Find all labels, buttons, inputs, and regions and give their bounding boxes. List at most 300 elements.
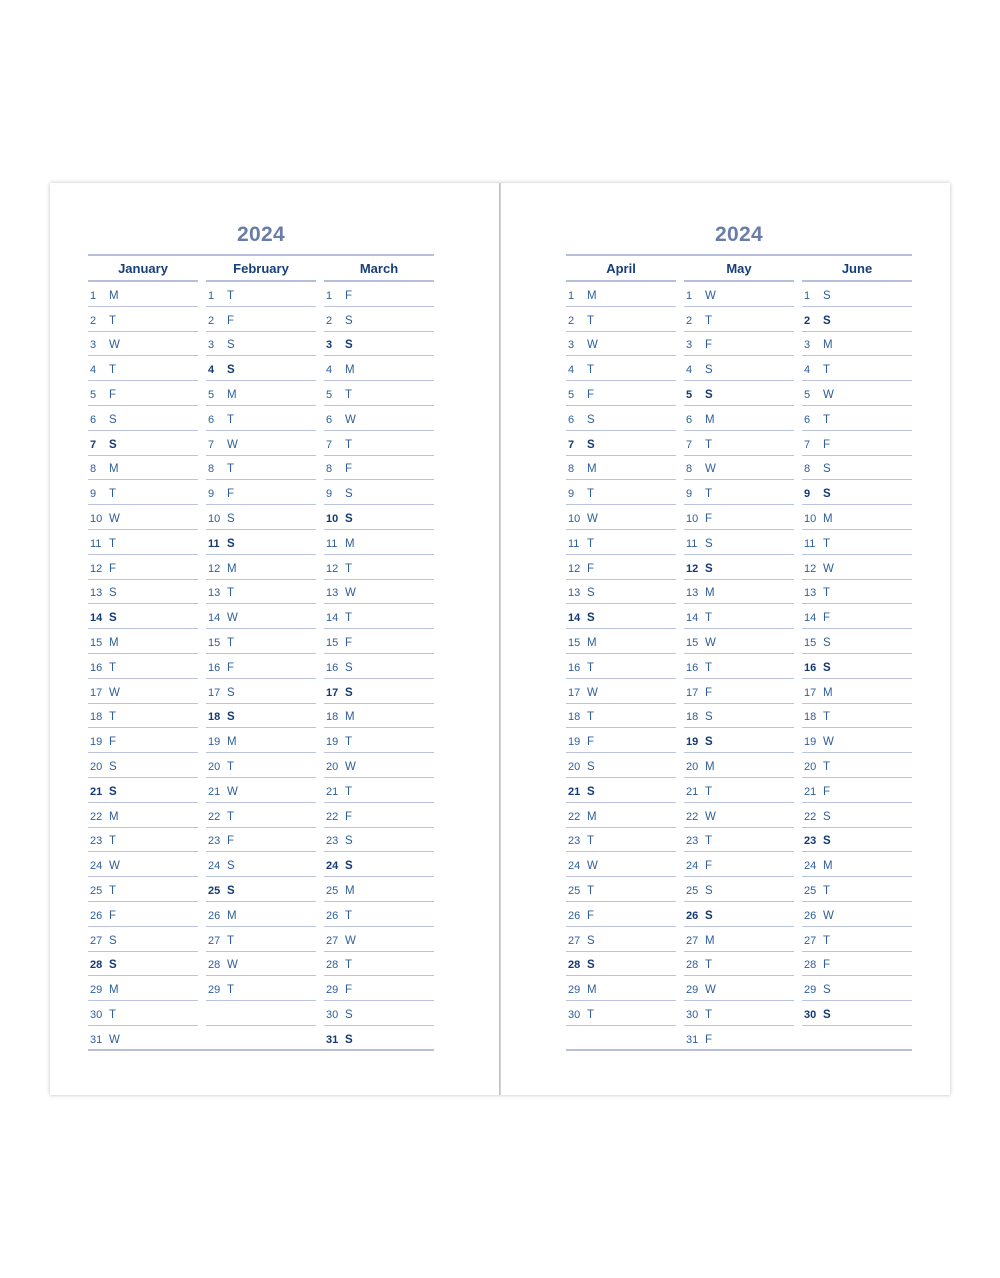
left-page	[88, 183, 434, 1095]
weekday-letter: M	[705, 760, 715, 773]
day-row	[566, 431, 676, 456]
weekday-letter: F	[705, 860, 713, 873]
day-number: 19	[326, 736, 339, 749]
day-row	[802, 282, 912, 307]
weekday-letter: M	[109, 463, 119, 476]
weekday-letter: T	[823, 364, 831, 377]
day-row	[566, 307, 676, 332]
weekday-letter: F	[705, 1033, 713, 1046]
weekday-letter: M	[587, 463, 597, 476]
diary-spread	[50, 183, 950, 1095]
day-number: 14	[804, 612, 817, 625]
day-row	[88, 580, 198, 605]
weekday-letter: W	[109, 512, 120, 525]
weekday-letter: S	[705, 364, 713, 377]
day-row	[88, 381, 198, 406]
day-number: 11	[686, 537, 698, 550]
day-row	[684, 629, 794, 654]
weekday-letter: T	[109, 537, 117, 550]
weekday-letter: T	[823, 711, 831, 724]
weekday-letter: F	[823, 959, 831, 972]
day-number: 14	[686, 612, 699, 625]
day-row	[566, 282, 676, 307]
day-row	[88, 976, 198, 1001]
weekday-letter: S	[823, 835, 831, 848]
day-number: 1	[686, 289, 693, 302]
day-row	[206, 927, 316, 952]
day-number: 21	[686, 785, 699, 798]
weekday-letter: S	[345, 512, 353, 525]
day-number: 8	[568, 463, 575, 476]
weekday-letter: T	[227, 636, 235, 649]
day-row	[802, 679, 912, 704]
weekday-letter: S	[109, 587, 117, 600]
day-row	[566, 604, 676, 629]
day-number: 5	[90, 388, 97, 401]
day-number: 19	[90, 736, 103, 749]
weekday-letter: F	[227, 661, 235, 674]
day-row	[566, 530, 676, 555]
day-row	[324, 852, 434, 877]
day-row	[684, 555, 794, 580]
day-number: 26	[208, 909, 221, 922]
day-row	[206, 282, 316, 307]
weekday-letter: W	[705, 636, 716, 649]
day-number: 16	[568, 661, 581, 674]
day-row	[802, 456, 912, 481]
day-number: 23	[804, 835, 817, 848]
day-number: 10	[568, 512, 581, 525]
day-number: 22	[90, 810, 103, 823]
weekday-letter: S	[587, 612, 595, 625]
day-row	[566, 456, 676, 481]
day-number: 23	[208, 835, 221, 848]
day-row	[88, 828, 198, 853]
day-row	[802, 381, 912, 406]
day-number: 9	[90, 488, 97, 501]
weekday-letter: M	[823, 512, 833, 525]
weekday-letter: S	[705, 736, 713, 749]
day-number: 21	[568, 785, 581, 798]
day-row	[684, 456, 794, 481]
day-row	[802, 307, 912, 332]
day-number: 5	[208, 388, 215, 401]
day-number: 21	[326, 785, 339, 798]
day-number: 29	[208, 984, 221, 997]
day-row	[88, 480, 198, 505]
day-number: 18	[804, 711, 817, 724]
day-row	[324, 356, 434, 381]
day-number: 13	[568, 587, 581, 600]
weekday-letter: T	[345, 785, 353, 798]
day-row	[802, 803, 912, 828]
day-row	[88, 902, 198, 927]
weekday-letter: T	[823, 760, 831, 773]
day-row	[802, 704, 912, 729]
day-number: 17	[804, 686, 817, 699]
day-number: 20	[208, 760, 221, 773]
weekday-letter: F	[345, 289, 353, 302]
day-row	[88, 282, 198, 307]
day-number: 15	[804, 636, 817, 649]
day-number: 6	[686, 413, 693, 426]
day-number: 5	[568, 388, 575, 401]
day-row	[206, 456, 316, 481]
day-number: 16	[686, 661, 699, 674]
weekday-letter: W	[109, 686, 120, 699]
day-row	[324, 654, 434, 679]
day-row	[88, 803, 198, 828]
weekday-letter: S	[823, 289, 831, 302]
weekday-letter: T	[705, 959, 713, 972]
weekday-letter: M	[109, 289, 119, 302]
weekday-letter: W	[823, 562, 834, 575]
day-number: 30	[326, 1008, 339, 1021]
day-number: 10	[804, 512, 817, 525]
day-row	[324, 332, 434, 357]
weekday-letter: S	[345, 488, 353, 501]
day-row	[324, 456, 434, 481]
day-row	[88, 877, 198, 902]
weekday-letter: S	[345, 835, 353, 848]
weekday-letter: F	[227, 835, 235, 848]
empty-row	[802, 1026, 912, 1051]
day-number: 28	[208, 959, 221, 972]
day-row	[206, 803, 316, 828]
weekday-letter: T	[227, 934, 235, 947]
day-number: 19	[568, 736, 581, 749]
day-row	[88, 753, 198, 778]
day-row	[88, 852, 198, 877]
weekday-letter: S	[109, 785, 117, 798]
day-number: 27	[90, 934, 103, 947]
weekday-letter: T	[705, 1008, 713, 1021]
day-number: 13	[686, 587, 699, 600]
day-number: 9	[686, 488, 693, 501]
day-number: 28	[686, 959, 699, 972]
day-row	[88, 629, 198, 654]
day-row	[206, 629, 316, 654]
weekday-letter: S	[227, 884, 235, 897]
day-number: 15	[90, 636, 103, 649]
day-number: 26	[90, 909, 103, 922]
day-number: 11	[326, 537, 338, 550]
day-row	[324, 952, 434, 977]
weekday-letter: W	[705, 289, 716, 302]
day-row	[802, 852, 912, 877]
day-row	[566, 381, 676, 406]
weekday-letter: T	[227, 413, 235, 426]
day-row	[324, 480, 434, 505]
weekday-letter: S	[823, 636, 831, 649]
day-row	[324, 704, 434, 729]
day-number: 20	[686, 760, 699, 773]
day-row	[206, 902, 316, 927]
weekday-letter: M	[705, 413, 715, 426]
day-number: 23	[90, 835, 103, 848]
day-number: 30	[686, 1008, 699, 1021]
weekday-letter: T	[587, 711, 595, 724]
day-row	[684, 927, 794, 952]
weekday-letter: T	[109, 488, 117, 501]
day-number: 25	[208, 884, 221, 897]
day-row	[324, 877, 434, 902]
weekday-letter: T	[705, 438, 713, 451]
day-row	[88, 555, 198, 580]
month-name: April	[566, 256, 676, 282]
day-number: 1	[568, 289, 575, 302]
day-row	[88, 1001, 198, 1026]
day-row	[206, 480, 316, 505]
day-number: 13	[90, 587, 103, 600]
day-number: 6	[90, 413, 97, 426]
day-row	[324, 803, 434, 828]
weekday-letter: S	[705, 711, 713, 724]
day-row	[802, 629, 912, 654]
weekday-letter: M	[227, 562, 237, 575]
weekday-letter: S	[705, 884, 713, 897]
weekday-letter: T	[587, 314, 595, 327]
day-row	[324, 406, 434, 431]
day-row	[802, 976, 912, 1001]
day-row	[566, 803, 676, 828]
weekday-letter: T	[109, 661, 117, 674]
day-number: 21	[804, 785, 817, 798]
day-number: 10	[326, 512, 339, 525]
weekday-letter: T	[823, 413, 831, 426]
weekday-letter: F	[705, 339, 713, 352]
day-number: 3	[326, 339, 333, 352]
weekday-letter: F	[705, 512, 713, 525]
day-number: 12	[804, 562, 817, 575]
day-number: 14	[568, 612, 581, 625]
day-number: 21	[208, 785, 221, 798]
day-row	[684, 679, 794, 704]
day-row	[684, 952, 794, 977]
day-row	[566, 580, 676, 605]
day-row	[802, 778, 912, 803]
day-number: 22	[326, 810, 339, 823]
weekday-letter: T	[345, 959, 353, 972]
weekday-letter: W	[823, 909, 834, 922]
weekday-letter: S	[345, 1033, 353, 1046]
month-name: January	[88, 256, 198, 282]
day-row	[324, 927, 434, 952]
day-number: 4	[326, 364, 333, 377]
weekday-letter: M	[227, 736, 237, 749]
month-name: March	[324, 256, 434, 282]
day-number: 6	[326, 413, 333, 426]
day-row	[802, 555, 912, 580]
year-heading: 2024	[715, 223, 763, 246]
weekday-letter: F	[705, 686, 713, 699]
month-columns	[566, 256, 912, 1056]
day-number: 27	[326, 934, 339, 947]
day-row	[684, 778, 794, 803]
weekday-letter: T	[109, 711, 117, 724]
day-number: 27	[804, 934, 817, 947]
weekday-letter: T	[587, 364, 595, 377]
weekday-letter: T	[823, 537, 831, 550]
day-number: 8	[208, 463, 215, 476]
day-row	[324, 728, 434, 753]
weekday-letter: M	[705, 934, 715, 947]
weekday-letter: T	[823, 587, 831, 600]
day-number: 3	[208, 339, 215, 352]
weekday-letter: S	[587, 934, 595, 947]
day-number: 21	[90, 785, 103, 798]
day-row	[566, 753, 676, 778]
day-number: 12	[90, 562, 103, 575]
day-row	[88, 604, 198, 629]
day-number: 16	[208, 661, 221, 674]
weekday-letter: T	[823, 884, 831, 897]
day-number: 7	[686, 438, 693, 451]
month-column-april	[566, 256, 676, 1051]
day-number: 17	[326, 686, 339, 699]
day-row	[324, 505, 434, 530]
day-number: 3	[568, 339, 575, 352]
day-row	[802, 902, 912, 927]
day-number: 2	[804, 314, 811, 327]
day-number: 11	[804, 537, 816, 550]
day-row	[206, 753, 316, 778]
weekday-letter: S	[587, 785, 595, 798]
day-number: 6	[804, 413, 811, 426]
day-row	[206, 654, 316, 679]
day-number: 25	[804, 884, 817, 897]
day-row	[88, 406, 198, 431]
day-row	[684, 282, 794, 307]
day-number: 30	[90, 1008, 103, 1021]
day-row	[684, 356, 794, 381]
weekday-letter: W	[227, 438, 238, 451]
day-row	[684, 1026, 794, 1051]
weekday-letter: S	[705, 537, 713, 550]
day-number: 9	[568, 488, 575, 501]
day-number: 27	[208, 934, 221, 947]
day-row	[566, 555, 676, 580]
day-number: 22	[568, 810, 581, 823]
weekday-letter: M	[587, 810, 597, 823]
day-number: 2	[326, 314, 333, 327]
weekday-letter: S	[227, 512, 235, 525]
day-number: 20	[326, 760, 339, 773]
day-row	[324, 902, 434, 927]
weekday-letter: S	[227, 860, 235, 873]
day-row	[566, 679, 676, 704]
day-number: 23	[686, 835, 699, 848]
day-row	[206, 952, 316, 977]
weekday-letter: S	[587, 587, 595, 600]
weekday-letter: W	[227, 785, 238, 798]
weekday-letter: T	[345, 388, 353, 401]
day-number: 18	[686, 711, 699, 724]
right-page	[566, 183, 912, 1095]
day-number: 7	[326, 438, 333, 451]
day-number: 10	[90, 512, 103, 525]
day-number: 17	[90, 686, 103, 699]
day-number: 16	[326, 661, 339, 674]
day-row	[206, 555, 316, 580]
weekday-letter: W	[587, 512, 598, 525]
day-row	[684, 704, 794, 729]
weekday-letter: T	[227, 810, 235, 823]
day-row	[802, 927, 912, 952]
month-column-january	[88, 256, 198, 1051]
day-row	[566, 505, 676, 530]
day-number: 12	[568, 562, 581, 575]
day-number: 7	[90, 438, 97, 451]
weekday-letter: F	[587, 736, 595, 749]
bottom-rule	[88, 1049, 434, 1051]
weekday-letter: W	[109, 860, 120, 873]
day-row	[88, 356, 198, 381]
weekday-letter: T	[705, 785, 713, 798]
weekday-letter: M	[587, 636, 597, 649]
day-number: 8	[326, 463, 333, 476]
day-row	[566, 704, 676, 729]
day-number: 12	[208, 562, 221, 575]
weekday-letter: S	[823, 661, 831, 674]
day-number: 11	[568, 537, 580, 550]
day-number: 13	[804, 587, 817, 600]
weekday-letter: W	[587, 860, 598, 873]
weekday-letter: F	[109, 909, 117, 922]
weekday-letter: M	[587, 984, 597, 997]
day-row	[566, 952, 676, 977]
day-row	[88, 927, 198, 952]
day-row	[324, 604, 434, 629]
day-row	[88, 1026, 198, 1051]
day-row	[566, 778, 676, 803]
day-row	[324, 580, 434, 605]
weekday-letter: W	[705, 463, 716, 476]
day-row	[324, 530, 434, 555]
weekday-letter: F	[109, 562, 117, 575]
day-row	[324, 1026, 434, 1051]
weekday-letter: W	[227, 959, 238, 972]
day-row	[684, 480, 794, 505]
day-row	[324, 1001, 434, 1026]
day-row	[802, 753, 912, 778]
year-heading: 2024	[237, 223, 285, 246]
weekday-letter: S	[345, 686, 353, 699]
day-row	[324, 679, 434, 704]
day-row	[802, 1001, 912, 1026]
weekday-letter: W	[345, 760, 356, 773]
weekday-letter: W	[587, 339, 598, 352]
day-number: 31	[686, 1033, 699, 1046]
day-number: 10	[208, 512, 221, 525]
day-row	[206, 332, 316, 357]
weekday-letter: M	[823, 339, 833, 352]
day-number: 26	[568, 909, 581, 922]
weekday-letter: W	[705, 810, 716, 823]
weekday-letter: W	[823, 388, 834, 401]
weekday-letter: M	[823, 686, 833, 699]
page-spine	[499, 183, 501, 1095]
weekday-letter: W	[109, 339, 120, 352]
bottom-rule	[566, 1049, 912, 1051]
day-row	[206, 530, 316, 555]
weekday-letter: T	[705, 661, 713, 674]
weekday-letter: T	[705, 612, 713, 625]
month-name: February	[206, 256, 316, 282]
weekday-letter: W	[345, 934, 356, 947]
weekday-letter: W	[109, 1033, 120, 1046]
day-number: 9	[326, 488, 333, 501]
